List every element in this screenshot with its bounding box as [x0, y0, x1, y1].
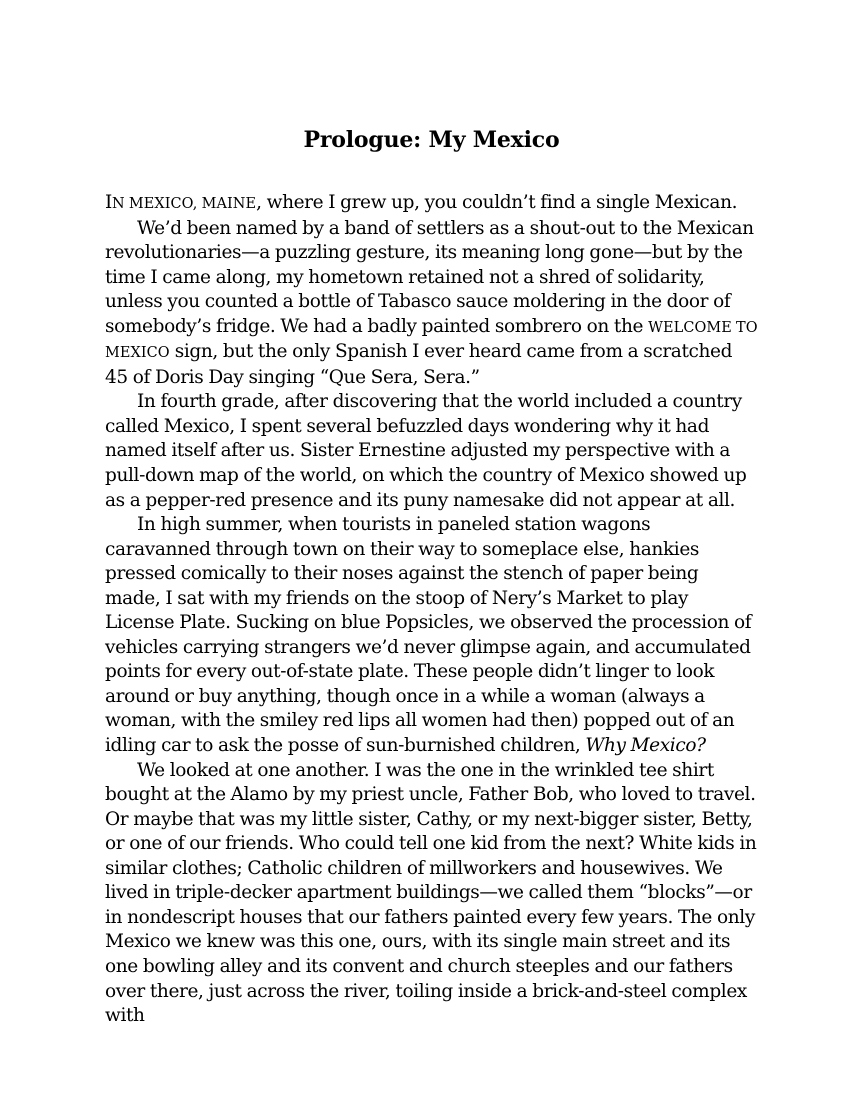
text-segment-normal: We’d been named by a band of settlers as a shout-out to the Mexican revolutionaries—a puzzling gesture, its meaning long gone—but by the time I came along, my hometown retained not a shred of solidarity, unless you counted a bottle of Tabasco sauce moldering in the door of somebody’s fridge. We had a badly painted sombrero on the: [105, 217, 754, 337]
paragraph: [105, 217, 758, 391]
text-segment-smallcaps: N MEXICO, MAINE: [111, 196, 257, 212]
paragraph: [105, 759, 758, 1029]
body-text: [105, 191, 758, 1029]
paragraph: [105, 513, 758, 758]
text-segment-normal: We looked at one another. I was the one in the wrinkled tee shirt bought at the Alamo by my priest uncle, Father Bob, who loved to travel. Or maybe that was my little sister, Cathy, or my next-bigger sister, Betty, or one of our friends. Who could tell one kid from the next? White kids in similar clothes; Catholic children of millworkers and housewives. We lived in triple-decker apartment buildings—we called them “blocks”—or in nondescript houses that our fathers painted every few years. The only Mexico we knew was this one, ours, with its single main street and its one bowling alley and its convent and church steeples and our fathers over there, just across the river, toiling inside a brick-and-steel complex with: [105, 759, 757, 1027]
paragraph: [105, 390, 758, 513]
text-segment-normal: , where I grew up, you couldn’t find a single Mexican.: [256, 192, 738, 213]
text-segment-normal: sign, but the only Spanish I ever heard came from a scratched 45 of Doris Day singing “Que Sera, Sera.”: [105, 341, 733, 388]
text-segment-normal: In high summer, when tourists in paneled station wagons caravanned through town on their way to someplace else, hankies pressed comically to their noses against the stench of paper being made, I sat with my friends on the stoop of Nery’s Market to play License Plate. Sucking on blue Popsicles, we observed the procession of vehicles carrying strangers we’d never glimpse again, and accumulated points for every out-of-state plate. These people didn’t linger to look around or buy anything, though once in a while a woman (always a woman, with the smiley red lips all women had then) popped out of an idling car to ask the posse of sun-burnished children,: [105, 514, 752, 757]
text-segment-italic: Why Mexico?: [585, 735, 706, 757]
text-segment-smallcaps: WELCOME TO MEXICO: [105, 319, 758, 362]
text-segment-normal: I: [105, 192, 112, 213]
chapter-title: Prologue: My Mexico: [303, 127, 560, 153]
paragraph: [105, 191, 758, 217]
text-segment-normal: In fourth grade, after discovering that the world included a country called Mexico, I spent several befuzzled days wondering why it had named itself after us. Sister Ernestine adjusted my perspective with a pull-down map of the world, on which the country of Mexico showed up as a pepper-red presence and its puny namesake did not appear at all.: [105, 391, 747, 511]
